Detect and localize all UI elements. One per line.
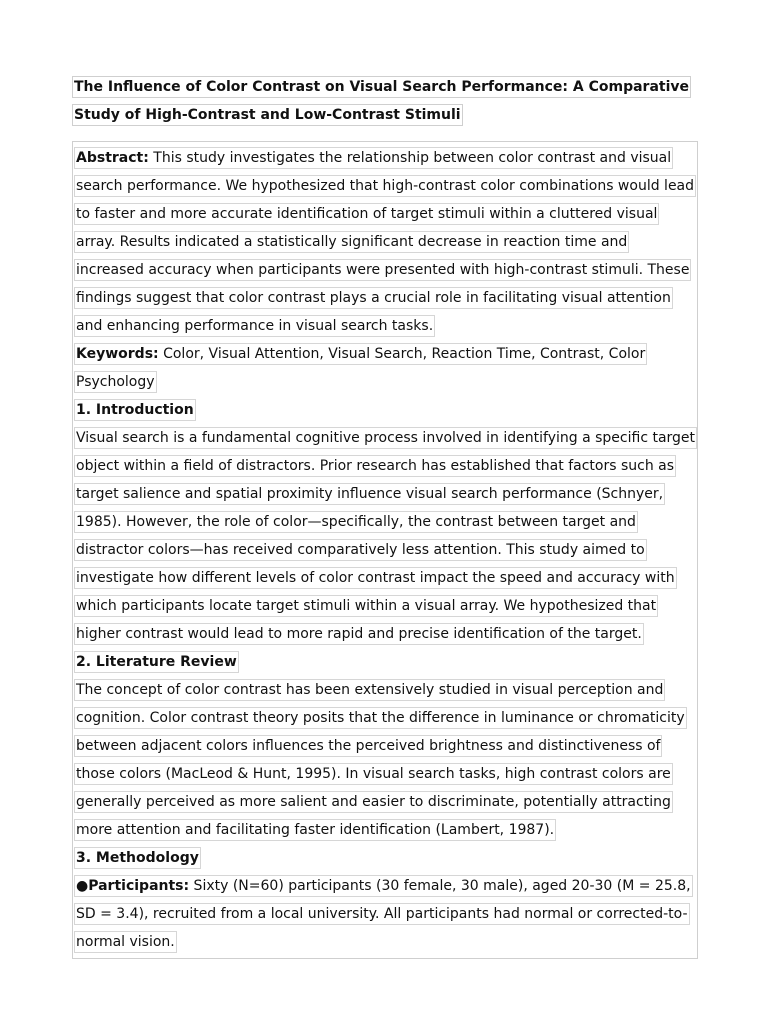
introduction-paragraph [74, 424, 696, 648]
keywords-text: Color, Visual Attention, Visual Search, Reaction Time, Contrast, Color Psychology [76, 346, 646, 390]
document-page [72, 73, 698, 959]
section-heading-methodology [74, 844, 696, 872]
content-box [72, 141, 698, 959]
participants-label: Participants: [88, 878, 190, 894]
abstract-text-run [74, 147, 696, 337]
literature-review-text: The concept of color contrast has been extensively studied in visual perception and cognition. Color contrast theory posits that the difference in luminance or chromaticity between adjacent colors influences the perceived brightness and distinctiveness of those colors (MacLeod & Hunt, 1995). In visual search tasks, high contrast colors are generally perceived as more salient and easier to discriminate, potentially attracting more attention and facilitating faster identification (Lambert, 1987). [74, 679, 687, 841]
abstract-text: This study investigates the relationship between color contrast and visual search performance. We hypothesized that high-contrast color combinations would lead to faster and more accurate identification of target stimuli within a cluttered visual array. Results indicated a statistically significant decrease in reaction time and increased accuracy when participants were presented with high-contrast stimuli. These findings suggest that color contrast plays a crucial role in facilitating visual attention and enhancing performance in visual search tasks. [76, 150, 695, 334]
participants-bullet: ● [76, 878, 89, 894]
keywords-paragraph [74, 340, 696, 396]
abstract-paragraph [74, 144, 696, 340]
section-heading-introduction [74, 396, 696, 424]
introduction-text: Visual search is a fundamental cognitive process involved in identifying a specific target object within a field of distractors. Prior research has established that factors such as target salience and spatial proximity influence visual search performance (Schnyer, 1985). However, the role of color—specifically, the contrast between target and distractor colors—has received comparatively less attention. This study aimed to investigate how different levels of color contrast impact the speed and accuracy with which participants locate target stimuli within a visual array. We hypothesized that higher contrast would lead to more rapid and precise identification of the target. [74, 427, 697, 645]
paper-title-block [72, 73, 698, 129]
abstract-label: Abstract: [76, 150, 149, 166]
keywords-label: Keywords: [76, 346, 159, 362]
participants-text-run [74, 875, 693, 953]
paper-title: The Influence of Color Contrast on Visual Search Performance: A Comparative Study of High-Contrast and Low-Contrast Stimuli [72, 76, 691, 126]
participants-text: Sixty (N=60) participants (30 female, 30 male), aged 20-30 (M = 25.8, SD = 3.4), recruited from a local university. All participants had normal or corrected-to-normal vision. [76, 878, 691, 950]
introduction-heading: 1. Introduction [74, 399, 196, 421]
methodology-heading: 3. Methodology [74, 847, 201, 869]
keywords-text-run [74, 343, 647, 393]
literature-review-heading: 2. Literature Review [74, 651, 239, 673]
section-heading-literature-review [74, 648, 696, 676]
literature-review-paragraph [74, 676, 696, 844]
participants-paragraph [74, 872, 696, 956]
